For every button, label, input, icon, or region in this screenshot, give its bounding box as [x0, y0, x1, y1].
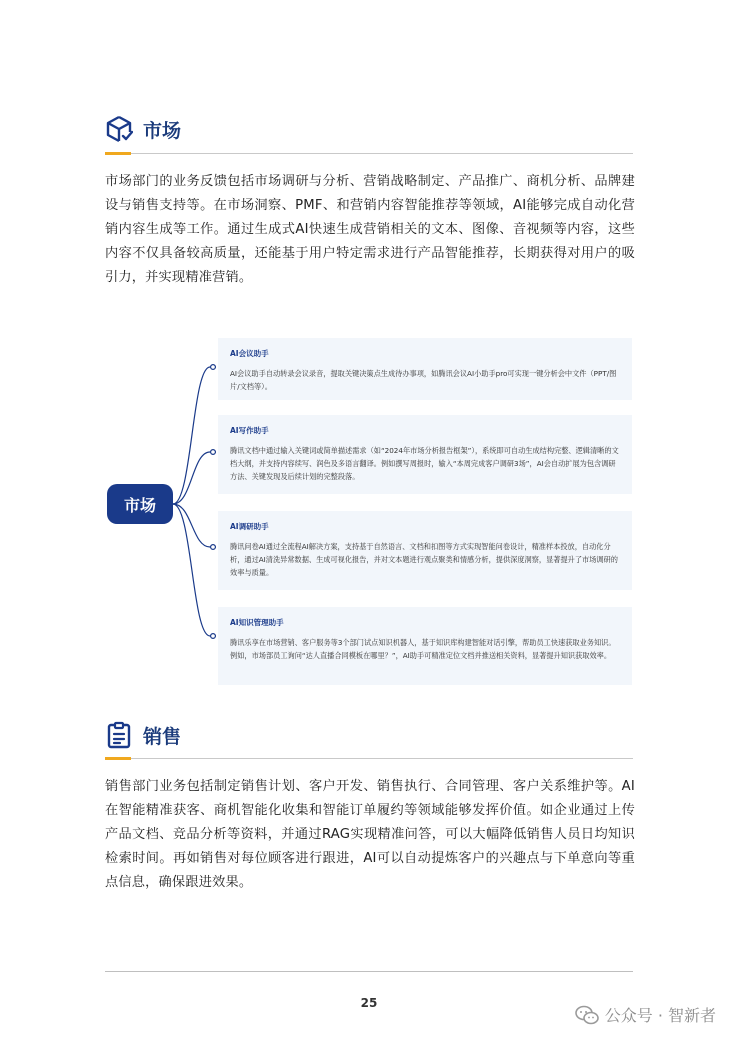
sales-section-header	[105, 721, 181, 749]
mindmap-card-research	[218, 511, 632, 590]
card-title: AI调研助手	[230, 522, 269, 531]
card-title: AI知识管理助手	[230, 618, 284, 627]
card-text: 腾讯问卷AI通过全流程AI解决方案，支持基于自然语言、文档和扣图等方式实现智能问卷设计，精准样本投放，自动化分析，通过AI清洗异常数据、生成可视化报告，并对文本题进行观点聚类和情感分析，提供深度洞察，显著提升了市场调研的效率与质量。	[230, 542, 618, 577]
connector-2	[173, 452, 216, 504]
sales-section-title: 销售	[143, 725, 182, 748]
connector-dot-1	[211, 365, 216, 370]
clipboard-icon	[105, 721, 133, 749]
connector-1	[173, 367, 216, 504]
connector-dot-3	[211, 545, 216, 550]
sales-paragraph: 销售部门业务包括制定销售计划、客户开发、销售执行、合同管理、客户关系维护等。AI在智能精准获客、商机智能化收集和智能订单履约等领域能够发挥价值。如企业通过上传产品文档、竞品分析等资料，并通过RAG实现精准问答，可以大幅降低销售人员日均知识检索时间。再如销售对每位顾客进行跟进，AI可以自动提炼客户的兴趣点与下单意向等重点信息，确保跟进效果。	[105, 779, 635, 890]
page-number: 25	[360, 996, 378, 1010]
sales-section-divider	[105, 758, 633, 759]
watermark	[575, 1003, 716, 1026]
wechat-icon	[575, 1005, 599, 1025]
market-section-title: 市场	[143, 119, 182, 142]
mindmap-card-meeting	[218, 338, 632, 400]
card-text: 腾讯乐享在市场营销、客户服务等3个部门试点知识机器人，基于知识库构建智能对话引擎，帮助员工快速获取业务知识。例如，市场部员工询问“达人直播合同模板在哪里？”，AI助手可精准定位文档并推送相关资料，显著提升知识获取效率。	[230, 638, 616, 660]
market-paragraph: 市场部门的业务反馈包括市场调研与分析、营销战略制定、产品推广、商机分析、品牌建设与销售支持等。在市场洞察、PMF、和营销内容智能推荐等领域，AI能够完成自动化营销内容生成等工作。通过生成式AI快速生成营销相关的文本、图像、音视频等内容，这些内容不仅具备较高质量，还能基于用户特定需求进行产品智能推荐，长期获得对用户的吸引力，并实现精准营销。	[105, 174, 635, 285]
mindmap-center-node: 市场	[107, 484, 173, 524]
connector-dot-2	[211, 450, 216, 455]
footer-divider	[105, 971, 633, 972]
card-title: AI写作助手	[230, 426, 269, 435]
card-text: AI会议助手自动转录会议录音，提取关键决策点生成待办事项，如腾讯会议AI小助手pro可实现一键分析会中文件（PPT/图片/文档等）。	[230, 369, 617, 391]
mindmap-card-writing	[218, 415, 632, 494]
connector-4	[173, 504, 216, 636]
connector-dot-4	[211, 634, 216, 639]
mindmap-card-knowledge	[218, 607, 632, 685]
card-title: AI会议助手	[230, 349, 269, 358]
sales-divider-accent	[105, 757, 131, 760]
watermark-text: 公众号 · 智新者	[604, 1006, 716, 1025]
card-text: 腾讯文档中通过输入关键词或简单描述需求（如“2024年市场分析报告框架”），系统即可自动生成结构完整、逻辑清晰的文档大纲，并支持内容续写、润色及多语言翻译。例如撰写周报时，输入“本周完成客户调研3场”，AI会自动扩展为包含调研方法、关键发现及后续计划的完整段落。	[230, 446, 619, 481]
